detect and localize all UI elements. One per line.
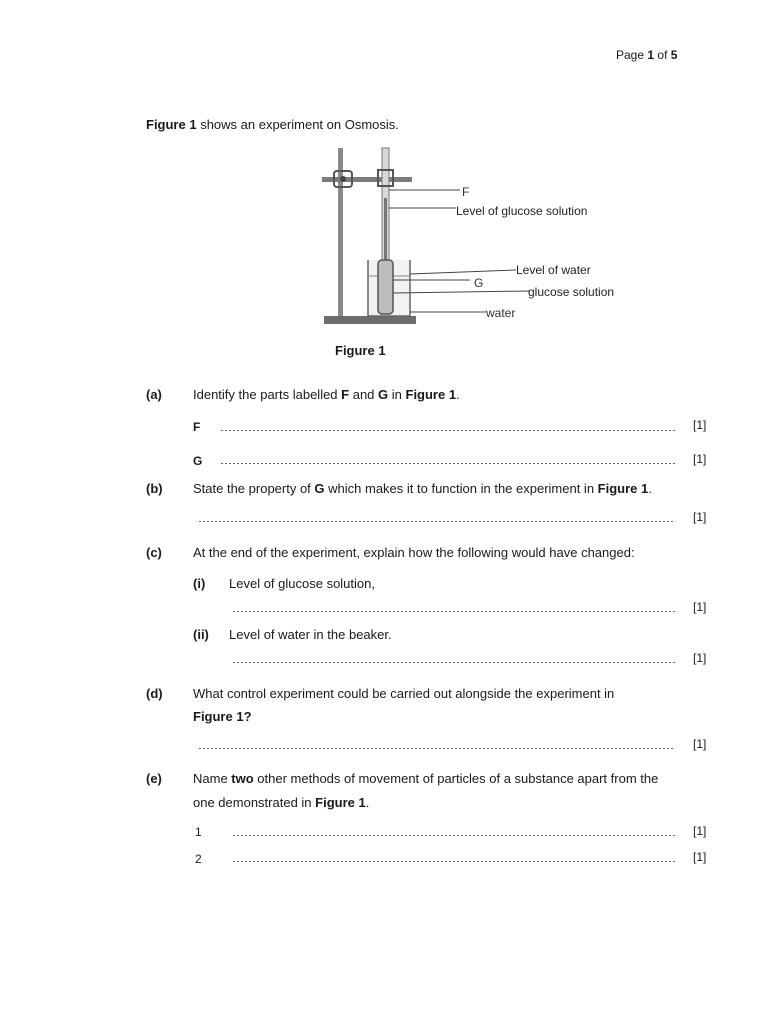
label-F: F <box>462 185 470 199</box>
question-a-text: Identify the parts labelled F and G in Figure 1. <box>193 387 460 402</box>
clamp-arm <box>322 177 412 182</box>
mark-c-i: [1] <box>693 600 707 614</box>
mark-b: [1] <box>693 510 707 524</box>
answer-F-label: F <box>193 420 201 434</box>
mark-e-2: [1] <box>693 850 707 864</box>
leader-water-level <box>410 270 516 274</box>
figure-caption: Figure 1 <box>335 343 386 358</box>
mark-a-G: [1] <box>693 452 707 466</box>
clamp-screw <box>340 176 346 182</box>
answer-line-e-2[interactable] <box>232 861 675 862</box>
mark-a-F: [1] <box>693 418 707 432</box>
label-water: water <box>486 306 516 320</box>
question-a-number: (a) <box>146 387 162 402</box>
answer-line-d[interactable] <box>198 748 675 749</box>
intro-figure-ref: Figure 1 <box>146 117 197 132</box>
membrane-bag <box>378 260 393 314</box>
intro-text <box>146 117 399 132</box>
page-of: of <box>657 48 668 62</box>
question-d-number: (d) <box>146 686 163 701</box>
question-c-number: (c) <box>146 545 162 560</box>
intro-body: shows an experiment on Osmosis. <box>196 117 399 132</box>
question-e-number: (e) <box>146 771 162 786</box>
osmosis-figure <box>310 140 650 330</box>
answer-line-c-ii[interactable] <box>232 662 675 663</box>
answer-line-F[interactable] <box>220 430 675 431</box>
question-b-text: State the property of G which makes it to function in the experiment in Figure 1. <box>193 481 652 496</box>
answer-line-c-i[interactable] <box>232 611 675 612</box>
answer-G-label: G <box>193 454 203 468</box>
stand-rod <box>338 148 343 316</box>
glucose-column <box>384 198 387 268</box>
question-d-figure-ref: Figure 1? <box>193 709 252 724</box>
answer-e-item2-label: 2 <box>195 852 202 866</box>
question-c-i-text: Level of glucose solution, <box>229 576 375 591</box>
label-level-glucose: Level of glucose solution <box>456 204 588 218</box>
question-d-text: What control experiment could be carried out alongside the experiment in <box>193 686 615 701</box>
mark-e-1: [1] <box>693 824 707 838</box>
question-c-text: At the end of the experiment, explain how the following would have changed: <box>193 545 635 560</box>
leader-glucose <box>393 291 530 293</box>
question-c-i-number: (i) <box>193 576 206 591</box>
question-e-text: Name two other methods of movement of particles of a substance apart from the <box>193 771 659 786</box>
mark-c-ii: [1] <box>693 651 707 665</box>
answer-line-e-1[interactable] <box>232 835 675 836</box>
page-current: 1 <box>647 48 655 62</box>
page-total: 5 <box>670 48 678 62</box>
label-G: G <box>474 276 484 290</box>
label-glucose-solution: glucose solution <box>528 285 615 299</box>
question-e-text-line2: one demonstrated in Figure 1. <box>193 795 370 810</box>
page-prefix: Page <box>616 48 645 62</box>
question-c-ii-number: (ii) <box>193 627 209 642</box>
answer-line-b[interactable] <box>198 521 675 522</box>
mark-d: [1] <box>693 737 707 751</box>
label-level-water: Level of water <box>516 263 591 277</box>
answer-line-G[interactable] <box>220 463 675 464</box>
question-c-ii-text: Level of water in the beaker. <box>229 627 392 642</box>
answer-e-item1-label: 1 <box>195 825 202 839</box>
page-number <box>616 48 677 62</box>
stand-base <box>324 316 416 324</box>
question-b-number: (b) <box>146 481 163 496</box>
